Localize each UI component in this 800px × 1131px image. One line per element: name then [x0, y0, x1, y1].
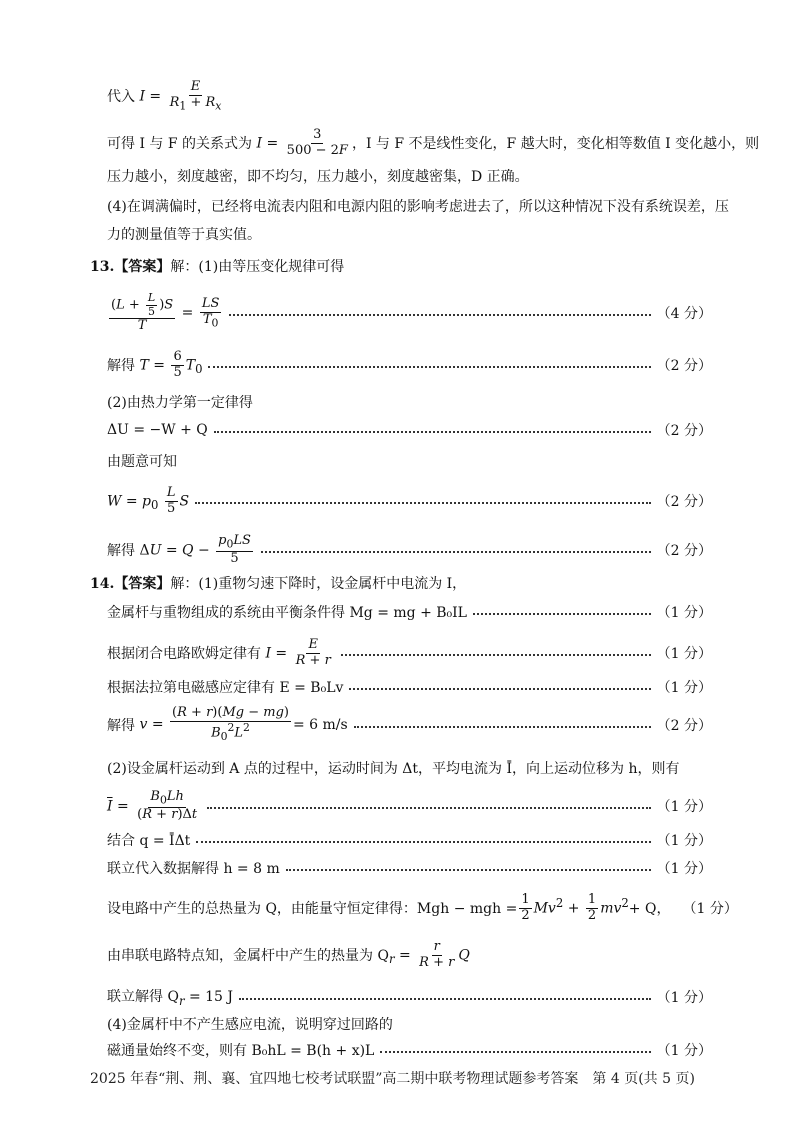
q13-known: 由题意可知: [107, 454, 177, 470]
q14-velocity: 解得 v = $\frac{(R + r)(Mg - mg)}{B_0^2L^2}$ = 6 m/s （2 分）: [107, 705, 712, 743]
q14-q-result: 联立解得 $Q_r = 15$ J （1 分）: [107, 989, 712, 1008]
q14-part4: (4)金属杆中不产生感应电流，说明穿过回路的: [107, 1017, 393, 1033]
temperature-result: T = $\frac{6}{5}$ $T_0$: [139, 349, 203, 380]
page-footer: 2025 年春“荆、荆、襄、宜四地七校考试联盟”高二期中联考物理试题参考答案 第 4 页(共 5 页): [90, 1071, 695, 1087]
average-current-formula: $\overline{I}$ = $\frac{B_0Lh}{(R + r)\Delta t}$: [107, 789, 198, 823]
q13-eq1: [107, 292, 712, 334]
q14-flux: 磁通量始终不变，则有 B₀hL = B(h + x)L （1 分）: [107, 1043, 712, 1059]
q14-series: 由串联电路特点知，金属杆中产生的热量为 Q $_r$ = $\frac{r}{R + r}$ Q: [107, 939, 470, 970]
q14-ohm: 根据闭合电路欧姆定律有 I = $\frac{E}{R + r}$ （1 分）: [107, 637, 712, 668]
q13-eq4: $W = p_0$ $\frac{L}{5}$ S （2 分）: [107, 485, 712, 516]
score: （4 分）: [656, 306, 712, 323]
relation-line: [107, 127, 760, 159]
relation-intro: 可得 I 与 F 的关系式为: [107, 136, 253, 153]
q13-part2: (2)由热力学第一定律得: [107, 395, 253, 411]
relation-rest: ，I 与 F 不是线性变化，F 越大时，变化相等数值 I 变化越小，则: [351, 136, 760, 153]
q13-eq3: ΔU = −W + Q （2 分）: [107, 422, 712, 439]
heat-share-formula: $_r$ = $\frac{r}{R + r}$ Q: [388, 939, 470, 970]
isobaric-formula: (L + $\frac{L}{5}$ )S T = $\frac{LS}{T_0}$: [111, 291, 220, 334]
q14-combine: 结合 q = ĪΔt （1 分）: [107, 833, 712, 849]
part4-line-1: (4)在调满偏时，已经将电流表内阻和电源内阻的影响考虑进去了，所以这种情况下没有系统误差，压: [107, 199, 729, 215]
question-14-heading: 14.【答案】解：(1)重物匀速下降时，设金属杆中电流为 I，: [90, 576, 467, 592]
velocity-formula: v = $\frac{(R + r)(Mg - mg)}{B_0^2L^2}$: [139, 705, 289, 743]
work-formula: $W = p_0$ $\frac{L}{5}$ S: [107, 485, 190, 516]
current-formula: I = $\frac{E}{R_1 + R_x}$: [139, 79, 222, 113]
q14-part2: (2)设金属杆运动到 A 点的过程中，运动时间为 Δt，平均电流为 Ī，向上运动位移为 h，则有: [107, 761, 680, 777]
relation-formula: I = $\frac{3}{500 - 2F}$: [256, 127, 348, 158]
substitute-label: 代入: [107, 89, 135, 106]
q14-faraday: 根据法拉第电磁感应定律有 E = B₀Lv （1 分）: [107, 680, 712, 696]
relation-line-2: 压力越小，刻度越密，即不均匀，压力越小，刻度越密集，D 正确。: [107, 169, 529, 185]
kinetic-energy-terms: $\frac{1}{2}$ $Mv^2$ + $\frac{1}{2}$ $mv^2$: [521, 892, 629, 923]
q14-balance: 金属杆与重物组成的系统由平衡条件得 Mg = mg + B₀IL （1 分）: [107, 605, 712, 621]
q13-eq5: 解得 ΔU = Q − $\frac{p_0LS}{5}$ （2 分）: [107, 533, 712, 567]
q14-h-result: 联立代入数据解得 h = 8 m （1 分）: [107, 861, 712, 877]
question-13-heading: 13.【答案】解：(1)由等压变化规律可得: [90, 259, 345, 275]
ohm-formula: I = $\frac{E}{R + r}$: [265, 637, 331, 668]
q14-avg-current: $\overline{I}$ = $\frac{B_0Lh}{(R + r)\Delta t}$ （1 分）: [107, 789, 712, 823]
internal-energy-result: ΔU = Q − $\frac{p_0LS}{5}$: [135, 533, 251, 567]
leader-dots: [229, 314, 650, 316]
q13-eq2: 解得 T = $\frac{6}{5}$ $T_0$ （2 分）: [107, 349, 712, 380]
q14-energy: 设电路中产生的总热量为 Q，由能量守恒定律得：Mgh − mgh = $\frac{1}{2}$ $Mv^2$ + $\frac{1}{2}$ $mv^2$ + Q， （1 分）: [107, 892, 738, 923]
part4-line-2: 力的测量值等于真实值。: [107, 227, 261, 243]
substitute-line: [107, 80, 712, 113]
